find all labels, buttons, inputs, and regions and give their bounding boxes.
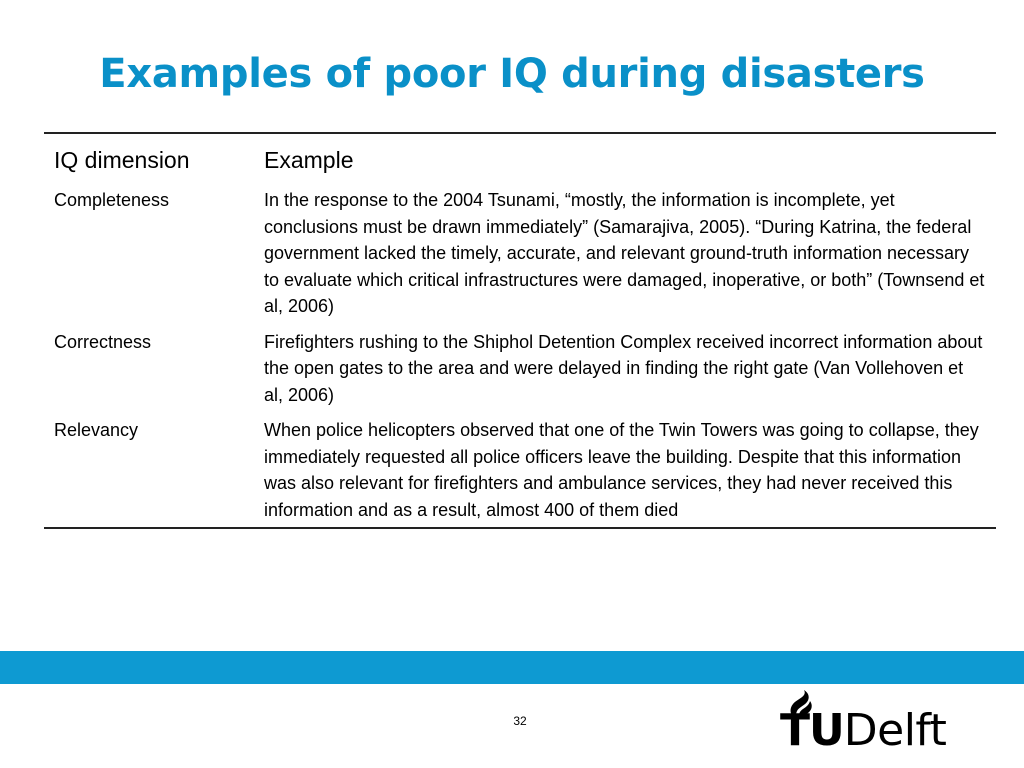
header-iq-dimension: IQ dimension [54, 147, 190, 173]
header-example: Example [264, 147, 354, 173]
logo-wordmark [780, 706, 946, 756]
row-example-correctness: Firefighters rushing to the Shiphol Detention Complex received incorrect information about the open gates to the area and were delayed in finding the right gate (Van Vollehoven et al, 2006) [264, 331, 983, 405]
logo-delft-text: Delft [843, 705, 947, 756]
row-example-relevancy: When police helicopters observed that one of the Twin Towers was going to collapse, they immediately requested all police officers leave the building. Despite that this information was also relevant for firefighters and ambulance services, they had never received this information and as a result, almost 400 of them died [264, 420, 979, 520]
row-example-completeness: In the response to the 2004 Tsunami, “mostly, the information is incomplete, yet conclusions must be drawn immediately” (Samarajiva, 2005). “During Katrina, the federal government lacked the timely, accurate, and relevant ground-truth information necessary to evaluate which critical infrastructures were damaged, inoperative, or both” (Townsend et al, 2006) [264, 190, 985, 316]
slide-title: Examples of poor IQ during disasters [99, 51, 925, 97]
table-row [44, 184, 996, 326]
table-header-row [44, 133, 996, 184]
table-row [44, 414, 996, 528]
footer-band [0, 651, 1024, 684]
tu-delft-logo [778, 690, 947, 760]
row-dimension-correctness: Correctness [54, 331, 152, 352]
iq-examples-table [44, 132, 996, 529]
row-dimension-relevancy: Relevancy [54, 420, 139, 440]
table-row [44, 326, 996, 415]
row-dimension-completeness: Completeness [54, 190, 170, 210]
page-number: 32 [513, 714, 527, 728]
logo-tu-text: TU [780, 705, 844, 756]
